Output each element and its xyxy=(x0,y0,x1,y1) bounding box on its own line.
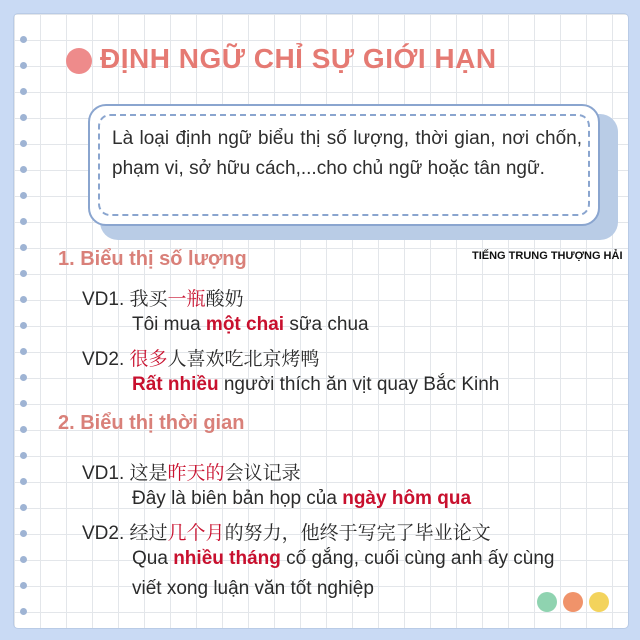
binder-hole xyxy=(20,452,27,459)
binder-hole xyxy=(20,530,27,537)
zh-text: 酸奶 xyxy=(205,289,244,310)
example-vi xyxy=(132,488,471,510)
vi-text: Qua xyxy=(132,548,174,569)
vi-highlight: ngày hôm qua xyxy=(342,488,472,509)
binder-hole xyxy=(20,400,27,407)
zh-highlight: 昨天的 xyxy=(167,463,225,484)
page-title: ĐỊNH NGỮ CHỈ SỰ GIỚI HẠN xyxy=(100,43,497,74)
binder-hole xyxy=(20,348,27,355)
zh-text: 的努力，他终于写完了毕业论文 xyxy=(224,523,491,544)
binder-hole xyxy=(20,608,27,615)
definition-box-dashed-border xyxy=(98,114,590,216)
binder-hole xyxy=(20,296,27,303)
vi-highlight: nhiều tháng xyxy=(173,548,281,569)
vi-text: người thích ăn vịt quay Bắc Kinh xyxy=(218,374,500,395)
binder-hole xyxy=(20,62,27,69)
binder-hole xyxy=(20,192,27,199)
binder-hole xyxy=(20,504,27,511)
binder-hole xyxy=(20,218,27,225)
vi-text: cố gắng, cuối cùng anh ấy cùng xyxy=(280,548,555,569)
binder-hole xyxy=(20,244,27,251)
vi-text: Đây là biên bản họp của xyxy=(132,488,343,509)
vi-highlight: Rất nhiều xyxy=(132,374,219,395)
zh-text: 人喜欢吃北京烤鸭 xyxy=(167,349,320,370)
green-dot-icon xyxy=(537,592,557,612)
vi-highlight: một chai xyxy=(205,314,285,335)
example-label: VD1. xyxy=(82,289,125,310)
zh-text: 这是 xyxy=(129,463,168,484)
binder-hole xyxy=(20,582,27,589)
brand-watermark: TIẾNG TRUNG THƯỢNG HẢI xyxy=(472,250,623,262)
definition-box xyxy=(88,104,600,226)
yellow-dot-icon xyxy=(589,592,609,612)
example-label: VD2. xyxy=(82,523,125,544)
zh-text: 我买 xyxy=(129,289,168,310)
binder-hole xyxy=(20,114,27,121)
orange-dot-icon xyxy=(563,592,583,612)
zh-highlight: 一瓶 xyxy=(167,289,206,310)
binder-hole xyxy=(20,36,27,43)
example-zh xyxy=(82,284,244,311)
binder-hole xyxy=(20,322,27,329)
binder-hole xyxy=(20,88,27,95)
example-label: VD1. xyxy=(82,463,125,484)
binder-hole xyxy=(20,478,27,485)
example-zh xyxy=(82,344,320,371)
example-vi-continued: viết xong luận văn tốt nghiệp xyxy=(132,578,374,599)
zh-text: 经过 xyxy=(129,523,168,544)
example-label: VD2. xyxy=(82,349,125,370)
zh-highlight: 很多 xyxy=(129,349,168,370)
binder-hole xyxy=(20,556,27,563)
example-vi xyxy=(132,314,369,336)
binder-hole xyxy=(20,374,27,381)
example-zh xyxy=(82,458,301,485)
notebook-page xyxy=(14,14,628,628)
binder-hole xyxy=(20,270,27,277)
definition-text: Là loại định ngữ biểu thị số lượng, thời gian, nơi chốn, phạm vi, sở hữu cách,...cho chủ ngữ hoặc tân ngữ. xyxy=(112,128,582,179)
binder-hole xyxy=(20,166,27,173)
vi-text: sữa chua xyxy=(284,314,369,335)
title-bullet-icon xyxy=(66,48,92,74)
example-zh xyxy=(82,518,491,545)
example-vi xyxy=(132,374,499,396)
zh-highlight: 几个月 xyxy=(167,523,225,544)
example-vi xyxy=(132,548,554,570)
vi-text: Tôi mua xyxy=(132,314,206,335)
zh-text: 会议记录 xyxy=(224,463,301,484)
binder-hole xyxy=(20,140,27,147)
section-heading-time: 2. Biểu thị thời gian xyxy=(58,412,245,434)
binder-hole xyxy=(20,426,27,433)
section-heading-quantity: 1. Biểu thị số lượng xyxy=(58,248,247,270)
